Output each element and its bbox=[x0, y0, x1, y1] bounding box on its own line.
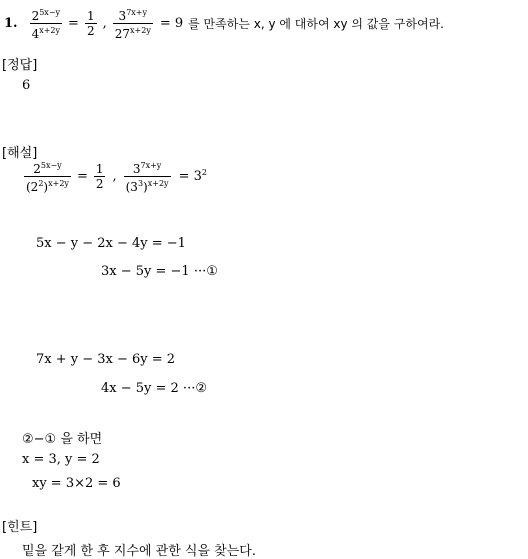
frac1-num-exp: 5x−y bbox=[39, 7, 61, 17]
equals-nine: = 9 bbox=[159, 15, 184, 31]
answer-value: 6 bbox=[22, 78, 31, 93]
frac1-den-base: 4 bbox=[31, 26, 40, 41]
frac1-den-exp: x+2y bbox=[39, 25, 61, 35]
sol-frac3-den-base: (3 bbox=[125, 179, 138, 194]
sol-rhs bbox=[179, 168, 207, 184]
frac2-den: 2 bbox=[86, 23, 95, 38]
comma: , bbox=[102, 15, 107, 31]
result-product: xy = 3×2 = 6 bbox=[32, 476, 121, 491]
fraction-1 bbox=[30, 6, 62, 41]
equation-b2: 4x − 5y = 2 ···② bbox=[101, 381, 207, 396]
frac3-den-exp: x+2y bbox=[130, 25, 151, 35]
sol-frac1-den-sq: 2 bbox=[38, 178, 44, 188]
equation-b1: 7x + y − 3x − 6y = 2 bbox=[36, 352, 176, 367]
sol-frac1-den-base: (2 bbox=[26, 179, 39, 194]
solution-label: [해설] bbox=[2, 146, 38, 161]
answer-label: [정답] bbox=[2, 58, 38, 73]
frac1-num-base: 2 bbox=[31, 8, 40, 23]
sol-fraction-3: $\frac{3^{7x+y}}{(3^3)^{x+2y}}$ bbox=[125, 160, 169, 194]
sol-rhs-base: = 3 bbox=[178, 169, 202, 184]
sol-rhs-exp: 2 bbox=[201, 168, 207, 177]
sol-equals-1: = bbox=[76, 168, 88, 184]
frac2-num: 1 bbox=[86, 8, 95, 23]
frac3-num-base: 3 bbox=[118, 8, 127, 23]
sol-frac3-den-sq: 3 bbox=[137, 178, 144, 188]
frac3-den-base: 27 bbox=[114, 26, 131, 41]
sol-frac1-den-close: ) bbox=[43, 179, 49, 194]
problem-text: 를 만족하는 x, y 에 대하여 xy 의 값을 구하여라. bbox=[188, 16, 444, 31]
problem-line bbox=[4, 6, 444, 40]
frac3-num-exp: 7x+y bbox=[126, 7, 148, 17]
sol-frac3-den-close: ) bbox=[143, 179, 148, 194]
fraction-2 bbox=[85, 9, 97, 38]
combine-text: ②−① 을 하면 bbox=[22, 432, 103, 447]
sol-comma: , bbox=[112, 168, 117, 184]
result-xy-values: x = 3, y = 2 bbox=[22, 452, 100, 467]
equation-a2: 3x − 5y = −1 ···① bbox=[101, 264, 218, 279]
sol-frac3-den-exp: x+2y bbox=[147, 178, 169, 188]
solution-line-1 bbox=[22, 154, 207, 198]
sol-fraction-2: $\frac{1}{2}$ bbox=[95, 161, 104, 191]
sol-frac1-num-exp: 5x−y bbox=[40, 160, 62, 170]
fraction-3 bbox=[113, 6, 153, 41]
equation-a1: 5x − y − 2x − 4y = −1 bbox=[36, 236, 186, 251]
hint-label: [힌트] bbox=[2, 520, 38, 535]
sol-frac3-num-exp: 7x+y bbox=[140, 160, 162, 170]
sol-fraction-1: $\frac{2^{5x-y}}{(2^2)^{x+2y}}$ bbox=[26, 160, 69, 194]
hint-text: 밑을 같게 한 후 지수에 관한 식을 찾는다. bbox=[22, 544, 256, 559]
sol-frac1-den-exp: x+2y bbox=[48, 178, 69, 188]
problem-number: 1. bbox=[4, 15, 18, 31]
equals-sign: = bbox=[68, 15, 79, 31]
